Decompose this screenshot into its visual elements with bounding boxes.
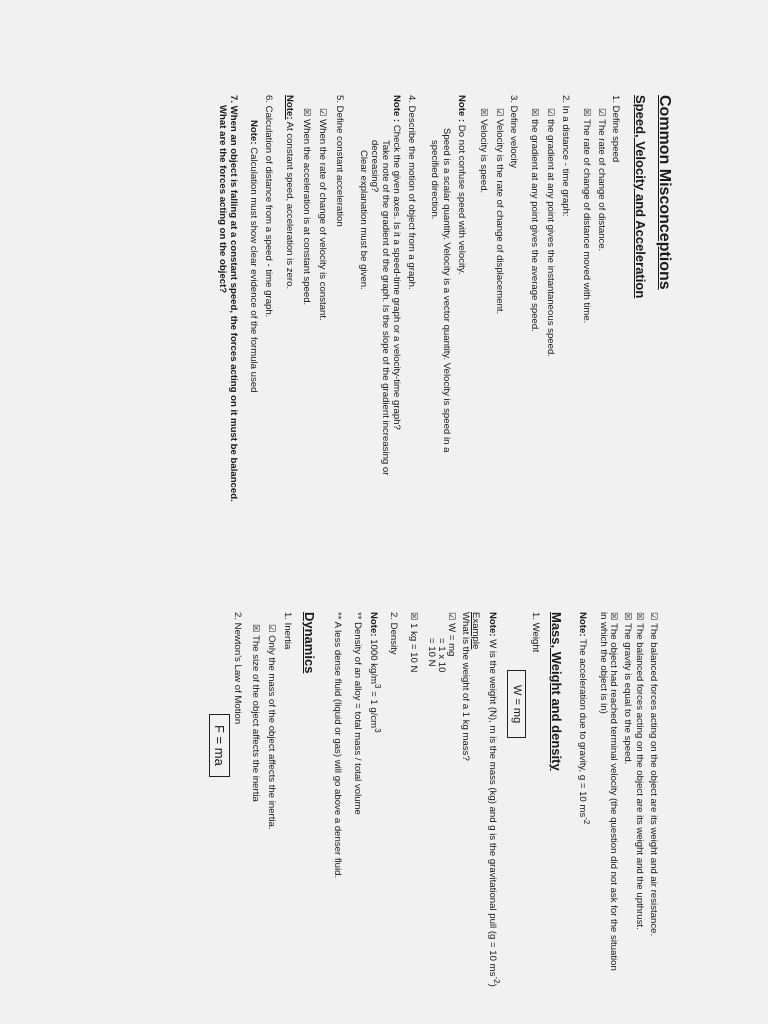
question-3: 3. Define velocity — [508, 95, 519, 169]
note-speed-velocity — [456, 95, 466, 275]
note-density — [368, 612, 381, 733]
note-label: Note: — [576, 612, 588, 637]
inertia-heading: 1. Inertia — [282, 612, 293, 650]
note-weight — [487, 612, 500, 987]
tick-box-icon: ☑ — [446, 612, 456, 621]
section-heading-speed: Speed, Velocity and Acceleration — [633, 95, 648, 299]
answer-text: 1 kg = 10 N — [408, 623, 419, 673]
page-title: Common Misconceptions — [656, 95, 673, 290]
answer-row — [634, 612, 644, 930]
answer-row — [478, 108, 488, 193]
note-label: Note: — [367, 612, 379, 637]
cross-box-icon: ☒ — [581, 108, 591, 117]
note-line: Take note of the gradient of the graph. Is the slope of the gradient increasing or — [380, 140, 391, 476]
note-line: specified direction. — [429, 140, 440, 220]
note-text: Do not confuse speed with velocity. — [456, 124, 467, 275]
answer-row — [581, 108, 591, 323]
cross-box-icon: ☒ — [634, 612, 644, 621]
answer-text: The object had reached terminal velocity (the question did not ask for the situation — [608, 623, 619, 971]
note-label: Note : — [391, 95, 402, 123]
answer-continuation: in which the object is in) — [598, 612, 609, 714]
note-superscript: 3 — [373, 728, 382, 733]
question-7-line-1: 7. When an object is falling at a constant speed, the forces acting on it must be balanced. — [228, 95, 239, 502]
example-working — [446, 612, 456, 656]
cross-box-icon: ☒ — [529, 108, 539, 117]
answer-row — [529, 108, 539, 332]
answer-text: The size of the object affects the inertia — [250, 635, 261, 802]
note-line: decreasing? — [369, 140, 380, 193]
note-text: W is the weight (N), m is the mass (kg) and g is the gravitational pull (g = 10 ms — [486, 639, 498, 977]
answer-row — [494, 108, 504, 314]
answer-row — [266, 624, 276, 830]
question-2: 2. In a distance - time graph: — [560, 95, 571, 217]
note-text-end: ) — [486, 983, 498, 987]
answer-text: The balanced forces acting on the object are its weight and air resistance. — [648, 623, 659, 937]
answer-row — [545, 108, 555, 357]
fluid-note: ** A less dense fluid (liquid or gas) will go above a denser fluid. — [332, 612, 343, 879]
note-text: = 1 g/cm — [367, 688, 379, 729]
answer-text: the gradient at any point gives the average speed. — [529, 119, 540, 332]
working-line: = 10 N — [426, 638, 437, 667]
density-heading: 2. Density — [388, 612, 399, 655]
cross-box-icon: ☒ — [478, 108, 488, 117]
tick-box-icon: ☑ — [317, 108, 327, 117]
question-5: 5. Define constant acceleration — [334, 95, 345, 227]
weight-formula-box — [507, 670, 526, 738]
note-text: At constant speed, acceleration is zero. — [284, 121, 295, 290]
section-heading-dynamics: Dynamics — [302, 612, 317, 674]
answer-text: Velocity is speed. — [478, 119, 489, 194]
cross-box-icon: ☒ — [408, 612, 418, 621]
note-label: Note: — [284, 95, 295, 120]
note-graph — [391, 95, 401, 430]
note-text: Check the given axes. Is it a speed-time graph or a velocity-time graph? — [391, 124, 402, 430]
answer-text: The rate of change of distance. — [596, 119, 607, 252]
answer-row — [648, 612, 658, 936]
cross-box-icon: ☒ — [622, 612, 632, 621]
cross-box-icon: ☒ — [608, 612, 618, 621]
note-acceleration — [284, 95, 294, 289]
section-heading-mass: Mass, Weight and density — [549, 612, 564, 771]
tick-box-icon: ☑ — [494, 108, 504, 117]
newton-heading: 2. Newton's Law of Motion — [232, 612, 243, 725]
answer-text: the gradient at any point gives the instantaneous speed. — [545, 119, 556, 357]
note-line: Speed is a scalar quantity. Velocity is a vector quantity. Velocity is speed in a — [441, 128, 452, 453]
note-label: Note: — [486, 612, 498, 637]
answer-row — [317, 108, 327, 321]
answer-text: Only the mass of the object affects the inertia. — [266, 635, 277, 830]
working-line: = 1 x 10 — [436, 638, 447, 673]
formula-text: F = ma — [209, 714, 230, 777]
tick-box-icon: ☑ — [545, 108, 555, 117]
question-4: 4. Describe the motion of object from a graph. — [406, 95, 417, 290]
tick-box-icon: ☑ — [648, 612, 658, 621]
answer-text: The rate of change of distance moved with time. — [581, 119, 592, 324]
note-label: Note : — [456, 95, 467, 123]
newton-formula-box — [209, 714, 230, 777]
answer-text: Velocity is the rate of change of displacement. — [494, 119, 505, 315]
weight-heading: 1. Weight — [530, 612, 541, 653]
tick-box-icon: ☑ — [596, 108, 606, 117]
answer-row — [608, 612, 618, 971]
note-line: Clear explanation must be given. — [358, 150, 369, 290]
answer-text: The gravity is equal to the speed. — [622, 623, 633, 765]
example-question: What is the weight of a 1 kg mass? — [460, 612, 471, 761]
note-text: 1000 kg/m — [367, 639, 379, 684]
question-1: 1. Define speed — [610, 95, 621, 163]
answer-row — [301, 108, 311, 305]
cross-box-icon: ☒ — [301, 108, 311, 117]
answer-text: When the rate of change of velocity is constant. — [317, 119, 328, 321]
alloy-note: ** Density of an alloy = total mass / total volume — [352, 612, 363, 815]
answer-row — [250, 624, 260, 802]
note-superscript: 3 — [373, 684, 382, 689]
note-calculation — [248, 120, 258, 393]
tick-box-icon: ☑ — [266, 624, 276, 633]
note-text: The acceleration due to gravity, g = 10 ms — [576, 639, 588, 818]
answer-row — [622, 612, 632, 764]
note-superscript: -2 — [492, 976, 501, 984]
note-text: Calculation must show clear evidence of the formula used — [248, 147, 259, 393]
note-superscript: -2 — [582, 817, 591, 825]
working-line: W = mg — [446, 623, 457, 657]
answer-text: The balanced forces acting on the object are its weight and the upthrust. — [634, 623, 645, 930]
question-6: 6. Calculation of distance from a speed - time graph. — [263, 95, 274, 318]
answer-row — [408, 612, 418, 672]
formula-text: W = mg — [507, 670, 526, 738]
note-label: Note: — [248, 120, 259, 145]
example-label: Example — [470, 612, 481, 650]
cross-box-icon: ☒ — [250, 624, 260, 633]
answer-row — [596, 108, 606, 251]
answer-text: When the acceleration is at constant speed. — [301, 119, 312, 306]
question-7-line-2: What are the forces acting on the object? — [217, 105, 228, 294]
note-gravity — [577, 612, 590, 824]
